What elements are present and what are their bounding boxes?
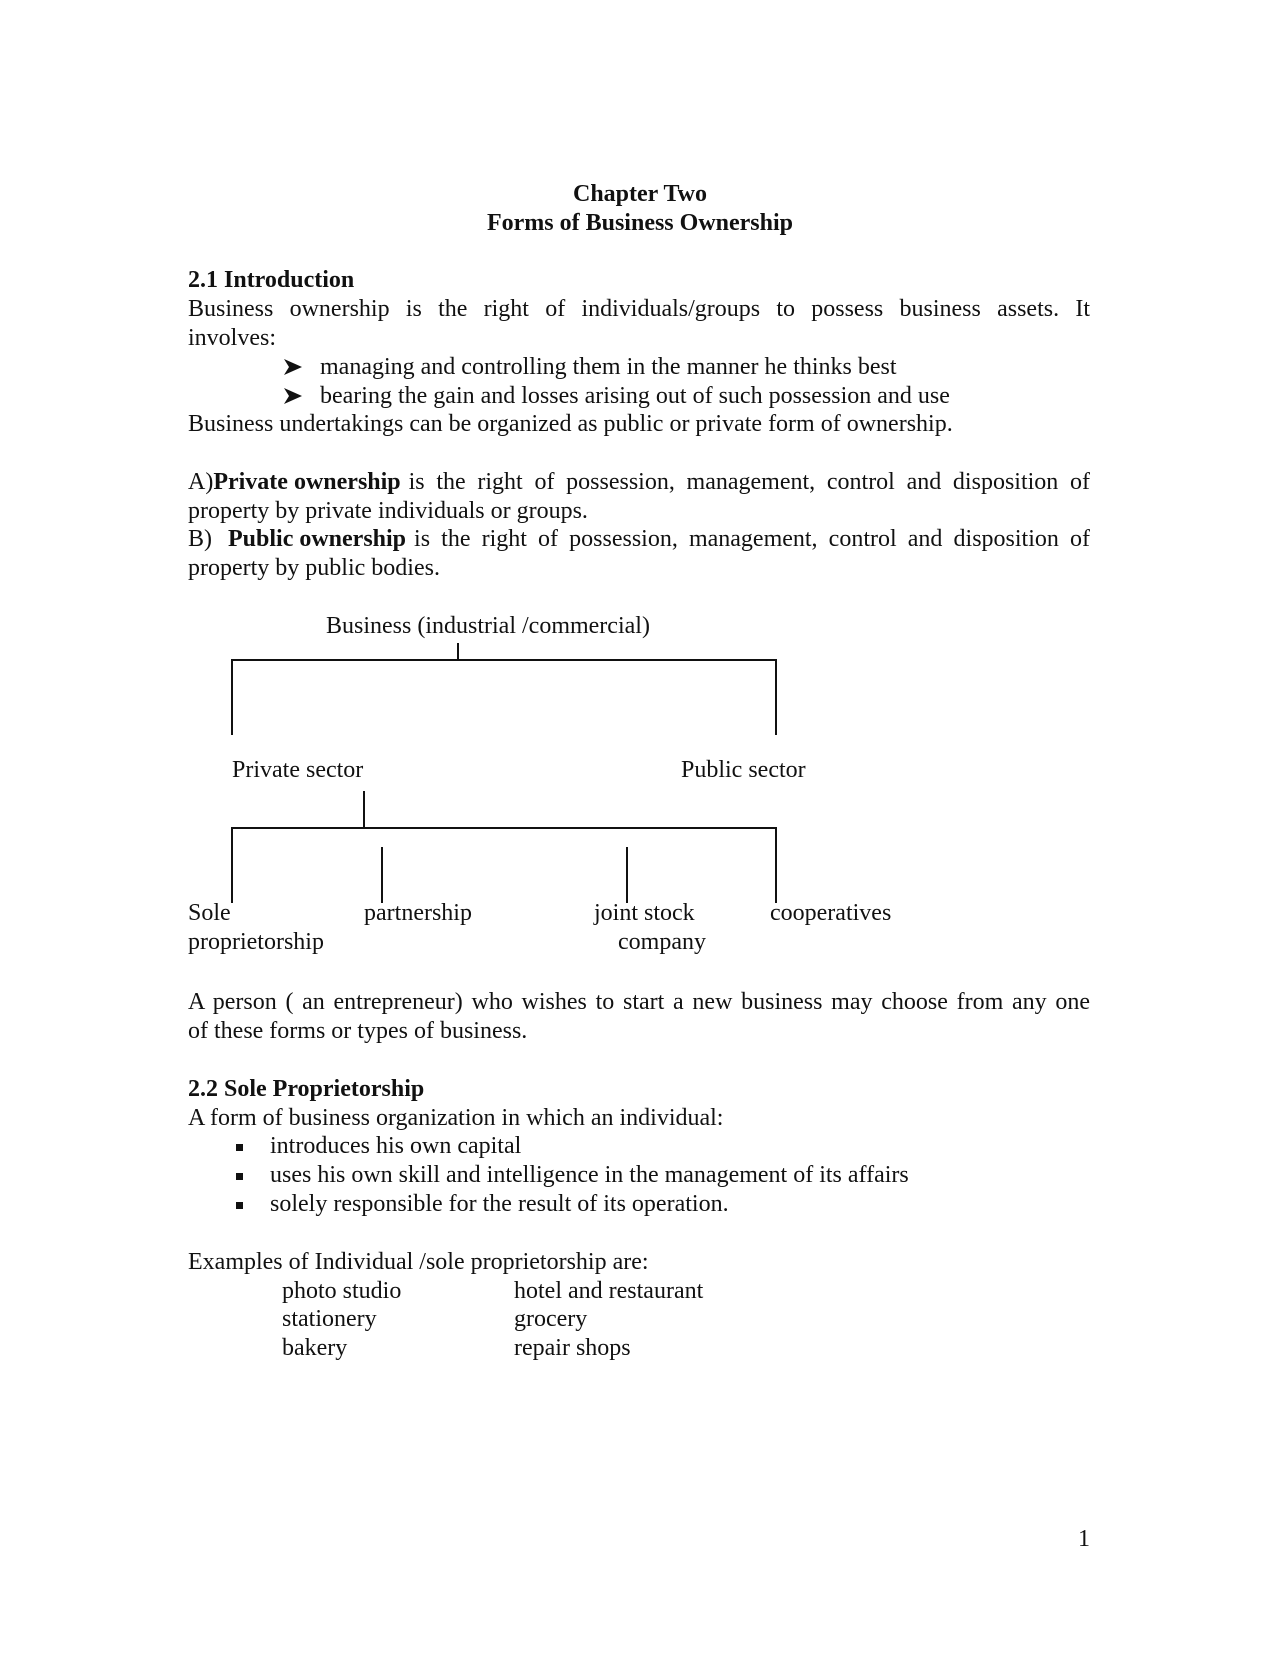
diagram-partnership: partnership xyxy=(364,900,472,926)
definition-public-line2: property by public bodies. xyxy=(188,555,440,581)
definition-public xyxy=(188,525,1090,554)
list-item: grocery xyxy=(514,1306,588,1332)
definition-prefix: A) xyxy=(188,469,214,495)
diagram-label-line: company xyxy=(618,929,706,955)
definition-text: is the right of possession, management, control and disposition of xyxy=(408,469,1090,495)
section-heading-introduction: 2.1 Introduction xyxy=(188,267,355,293)
diagram-joint-stock-company xyxy=(594,899,720,957)
list-item: hotel and restaurant xyxy=(514,1278,704,1304)
square-bullet-icon xyxy=(236,1144,243,1151)
list-item: stationery xyxy=(282,1306,377,1332)
list-item: repair shops xyxy=(514,1335,631,1361)
diagram-label-line: Sole xyxy=(188,900,231,926)
diagram-private-sector: Private sector xyxy=(232,757,364,783)
intro-bullet-text: bearing the gain and losses arising out of such possession and use xyxy=(320,383,950,409)
sole-bullet-text: solely responsible for the result of its operation. xyxy=(270,1191,729,1217)
definition-prefix: B) xyxy=(188,526,212,552)
sole-bullet-text: introduces his own capital xyxy=(270,1133,522,1159)
square-bullet-icon xyxy=(236,1202,243,1209)
definition-text: is the right of possession, management, control and disposition of xyxy=(414,526,1090,552)
section-heading-sole-proprietorship: 2.2 Sole Proprietorship xyxy=(188,1076,425,1102)
choice-paragraph-line1: A person ( an entrepreneur) who wishes to start a new business may choose from any one xyxy=(188,989,1090,1015)
intro-paragraph-line2: involves: xyxy=(188,325,276,351)
definition-term: Private ownership xyxy=(213,469,401,495)
diagram-root-label: Business (industrial /commercial) xyxy=(326,613,650,639)
definition-private xyxy=(188,468,1090,497)
chapter-subtitle: Forms of Business Ownership xyxy=(486,210,794,236)
square-bullet-icon xyxy=(236,1173,243,1180)
diagram-cooperatives: cooperatives xyxy=(770,900,892,926)
intro-paragraph-line1: Business ownership is the right of individuals/groups to possess business assets. It xyxy=(188,296,1090,322)
list-item: photo studio xyxy=(282,1278,402,1304)
diagram-public-sector: Public sector xyxy=(681,757,806,783)
intro-bullet-text: managing and controlling them in the manner he thinks best xyxy=(320,354,897,380)
diagram-label-line: proprietorship xyxy=(188,929,324,955)
definition-private-line2: property by private individuals or groups. xyxy=(188,498,588,524)
diagram-sole-proprietorship xyxy=(188,899,324,957)
definition-term: Public ownership xyxy=(228,526,407,552)
choice-paragraph-line2: of these forms or types of business. xyxy=(188,1018,528,1044)
list-item: bakery xyxy=(282,1335,348,1361)
diagram-label-line: joint stock xyxy=(594,900,695,926)
page-number: 1 xyxy=(1078,1526,1090,1552)
sole-intro: A form of business organization in which an individual: xyxy=(188,1105,724,1131)
sole-bullet-text: uses his own skill and intelligence in the management of its affairs xyxy=(270,1162,909,1188)
intro-closing-sentence: Business undertakings can be organized as public or private form of ownership. xyxy=(188,411,953,437)
examples-heading: Examples of Individual /sole proprietorship are: xyxy=(188,1249,649,1275)
chapter-title: Chapter Two xyxy=(572,181,707,207)
